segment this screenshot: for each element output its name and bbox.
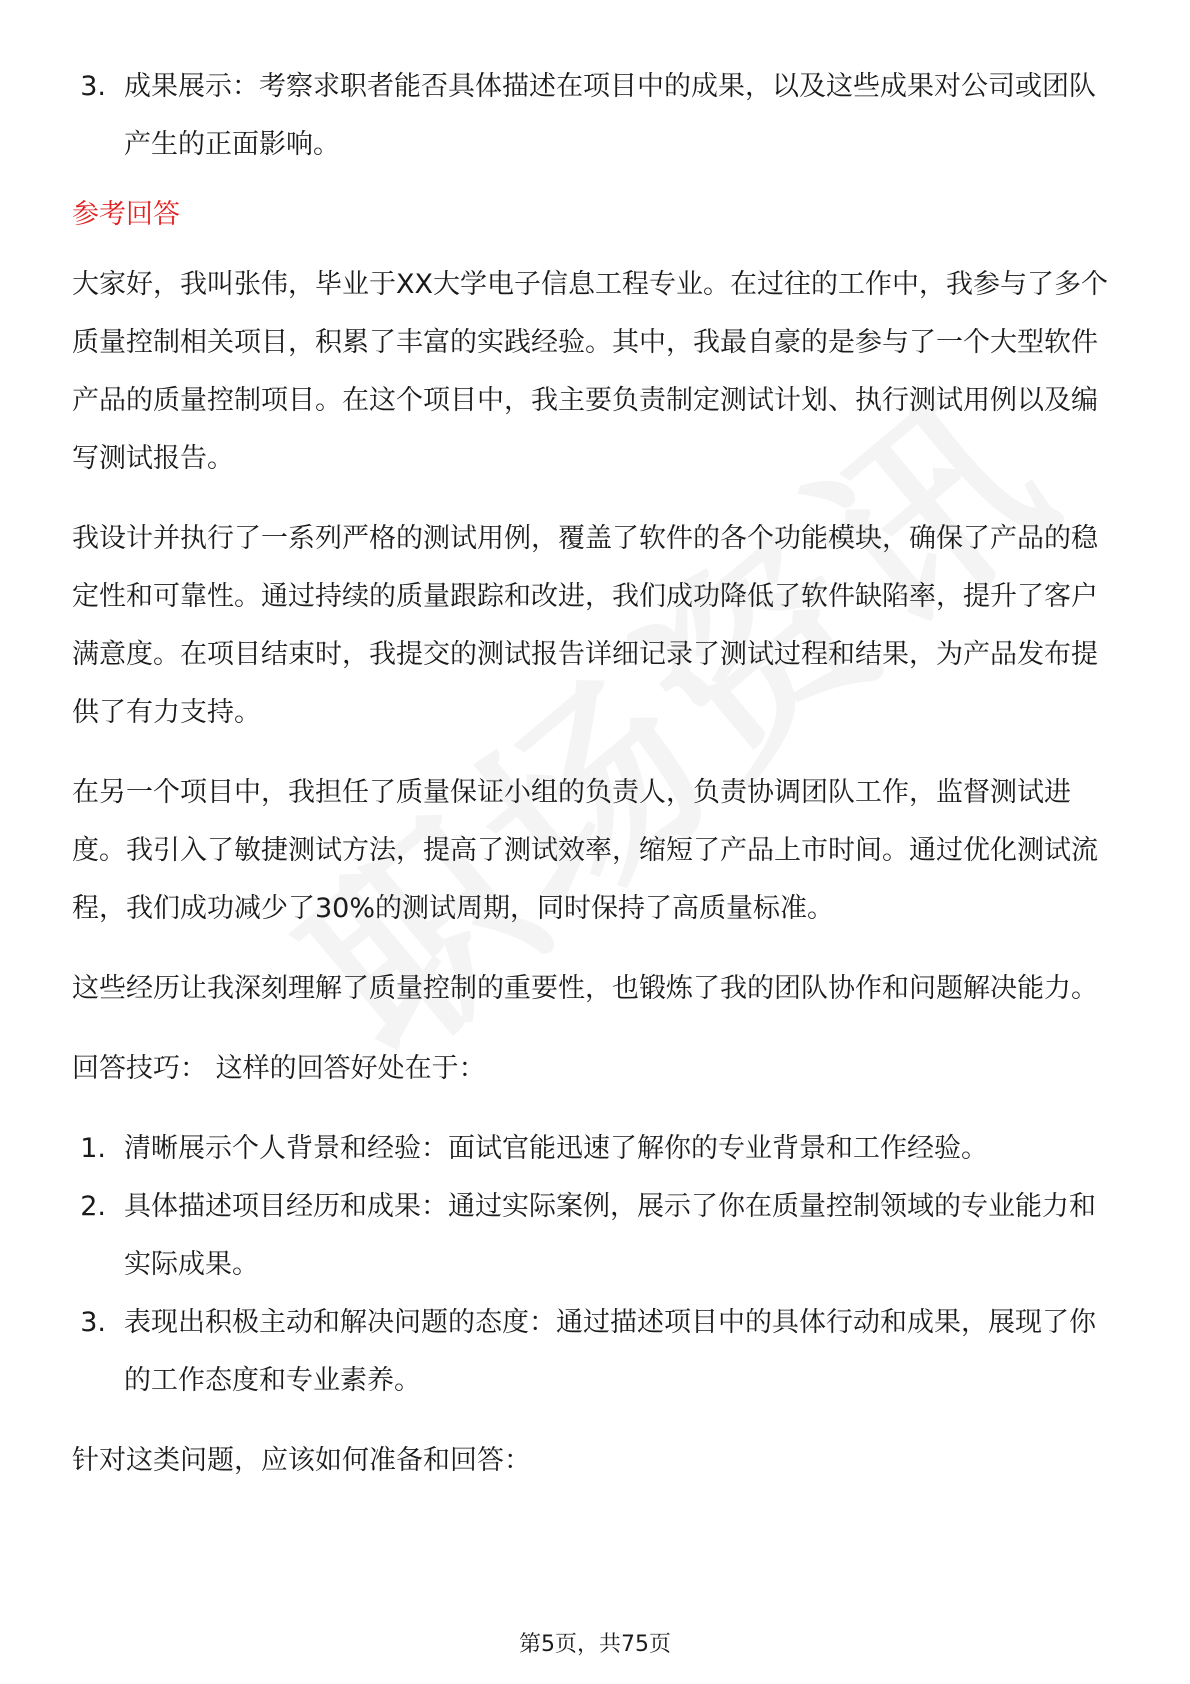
section-title: 参考回答 (72, 199, 180, 230)
list-number: 2. (80, 1191, 106, 1222)
paragraph-summary: 这些经历让我深刻理解了质量控制的重要性，也锻炼了我的团队协作和问题解决能力。 (72, 973, 1098, 1004)
list-text: 清晰展示个人背景和经验：面试官能迅速了解你的专业背景和工作经验。 (124, 1133, 988, 1164)
paragraph-intro: 大家好，我叫张伟，毕业于XX大学电子信息工程专业。在过往的工作中，我参与了多个质量控制相关项目，积累了丰富的实践经验。其中，我最自豪的是参与了一个大型软件产品的质量控制项目。在这个项目中，我主要负责制定测试计划、执行测试用例以及编写测试报告。 (72, 269, 1108, 474)
list-item (72, 1120, 1122, 1178)
top-list (72, 58, 1122, 174)
tips-intro: 回答技巧： 这样的回答好处在于： (72, 1053, 486, 1084)
list-text: 成果展示：考察求职者能否具体描述在项目中的成果，以及这些成果对公司或团队产生的正面影响。 (124, 71, 1096, 160)
list-number: 1. (80, 1133, 106, 1164)
list-item (72, 1294, 1122, 1410)
list-item (72, 58, 1122, 174)
list-number: 3. (80, 71, 106, 102)
list-item (72, 1178, 1122, 1294)
document-body (72, 58, 1122, 1490)
paragraph-project-two: 在另一个项目中，我担任了质量保证小组的负责人，负责协调团队工作，监督测试进度。我引入了敏捷测试方法，提高了测试效率，缩短了产品上市时间。通过优化测试流程，我们成功减少了30%的测试周期，同时保持了高质量标准。 (72, 777, 1098, 924)
closing-question: 针对这类问题，应该如何准备和回答： (72, 1445, 531, 1476)
paragraph-project-one: 我设计并执行了一系列严格的测试用例，覆盖了软件的各个功能模块，确保了产品的稳定性和可靠性。通过持续的质量跟踪和改进，我们成功降低了软件缺陷率，提升了客户满意度。在项目结束时，我提交的测试报告详细记录了测试过程和结果，为产品发布提供了有力支持。 (72, 523, 1098, 728)
tips-list (72, 1120, 1122, 1410)
list-text: 表现出积极主动和解决问题的态度：通过描述项目中的具体行动和成果，展现了你的工作态度和专业素养。 (124, 1307, 1096, 1396)
list-text: 具体描述项目经历和成果：通过实际案例，展示了你在质量控制领域的专业能力和实际成果。 (124, 1191, 1096, 1280)
list-number: 3. (80, 1307, 106, 1338)
page-footer: 第5页，共75页 (519, 1632, 671, 1657)
